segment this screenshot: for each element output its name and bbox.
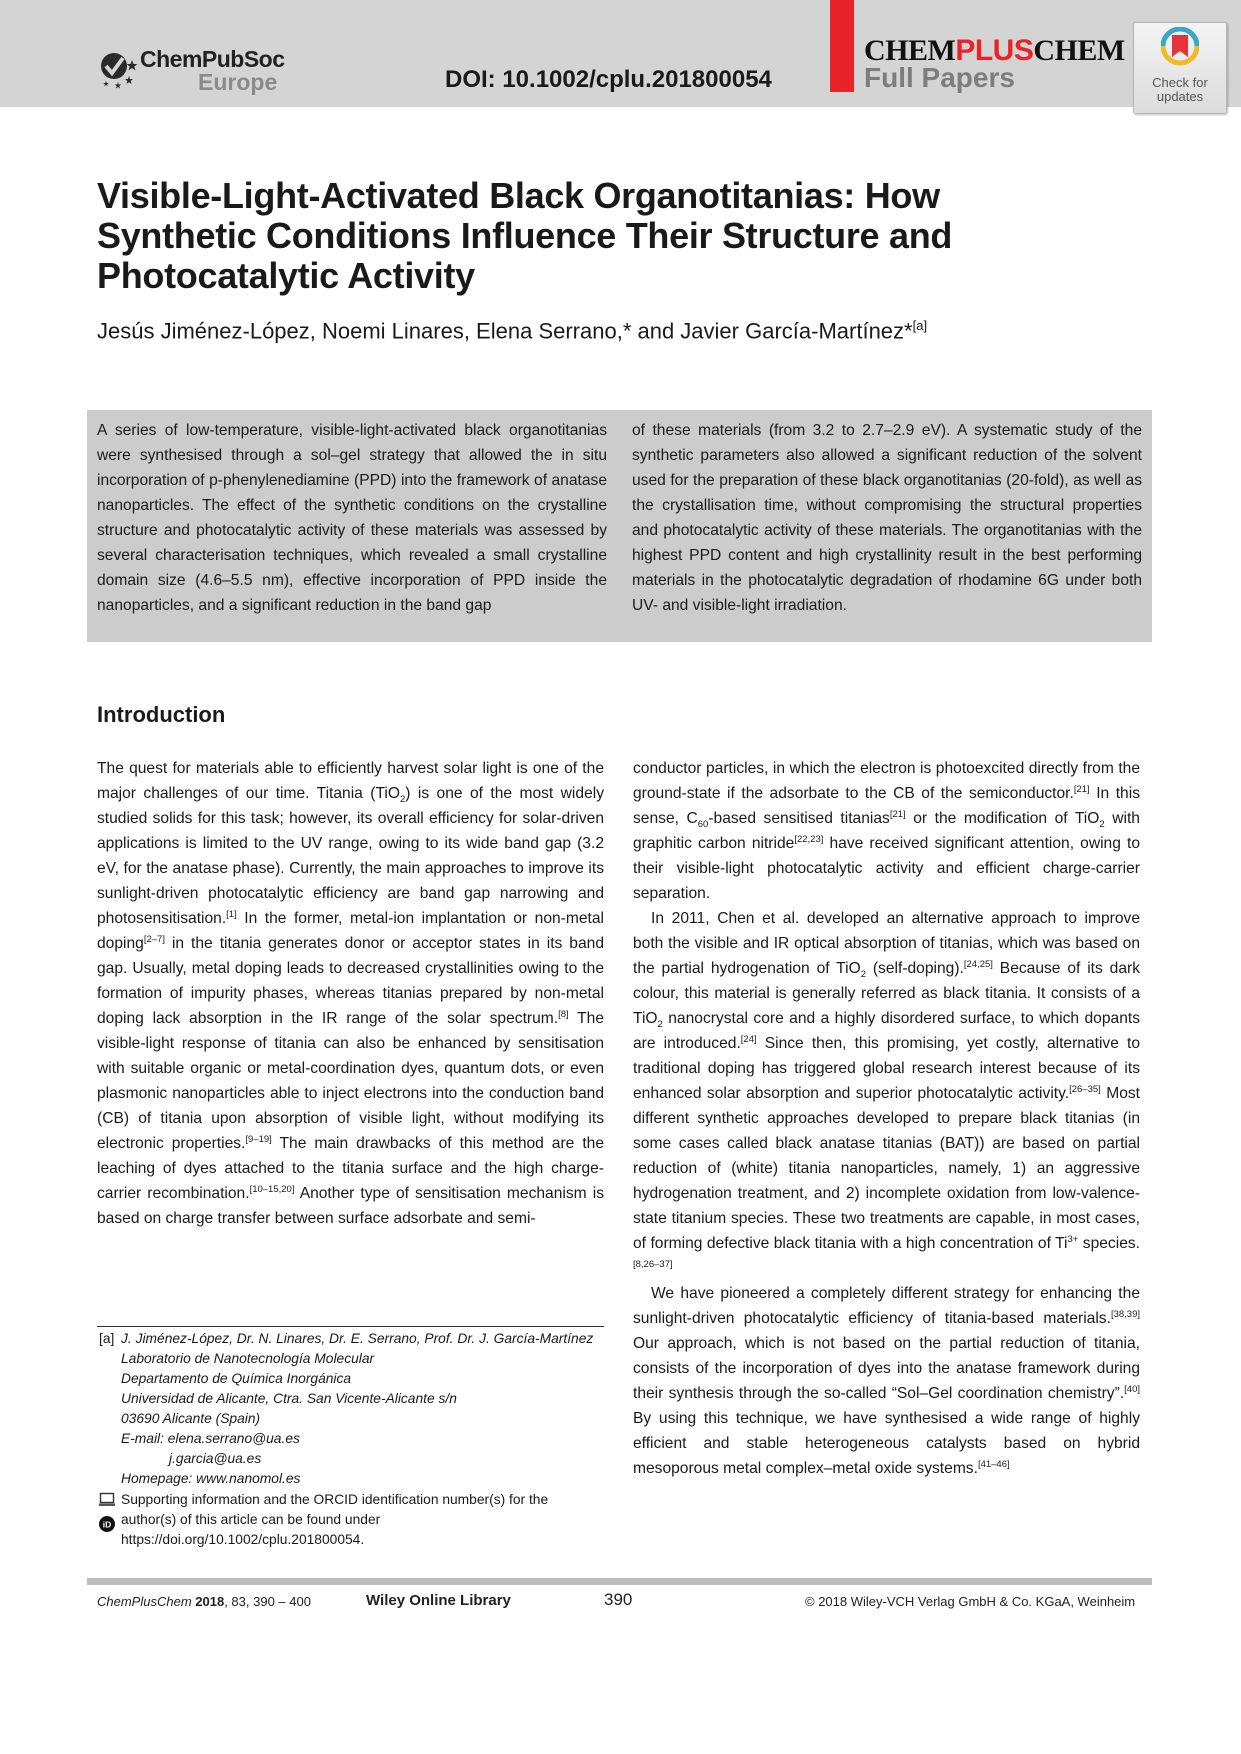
abstract-right-column: of these materials (from 3.2 to 2.7–2.9 eV). A systematic study of the synthetic parameters also allowed a significant reduction of the solvent used for the preparation of these black organotitanias (20-fold), as well as the crystallisation time, without compromising the structural properties and photocatalytic activity of these materials. The organotitanias with the highest PPD content and high crystallinity result in the best performing materials in the photocatalytic degradation of rhodamine 6G under both UV- and visible-light irradiation. <box>632 422 1142 614</box>
journal-part-plus: PLUS <box>955 34 1034 67</box>
journal-part-3: CHEM <box>1033 34 1125 67</box>
footnote-email-2[interactable]: j.garcia@ua.es <box>169 1451 262 1466</box>
doi-label: DOI: 10.1002/cplu.201800054 <box>445 66 772 93</box>
chempubsoc-logo <box>96 44 286 96</box>
logo-europe-text: Europe <box>198 69 278 95</box>
computer-icon <box>99 1492 115 1507</box>
footer-rule <box>87 1578 1152 1585</box>
crossmark-icon <box>1161 27 1199 73</box>
check-for-updates-label: Check for updates <box>1152 75 1208 104</box>
accent-bar <box>830 0 854 92</box>
affiliation-marker: [a] <box>912 318 928 333</box>
footnote-body <box>121 1329 601 1489</box>
author-list: Jesús Jiménez-López, Noemi Linares, Elena Serrano,* and Javier García-Martínez*[a] <box>97 318 928 344</box>
section-heading-introduction: Introduction <box>97 702 226 727</box>
copyright-notice: © 2018 Wiley-VCH Verlag GmbH & Co. KGaA, Weinheim <box>805 1594 1136 1609</box>
footnote-university: Universidad de Alicante, Ctra. San Vicente-Alicante s/n <box>121 1391 457 1406</box>
journal-part-1: CHEM <box>864 34 956 67</box>
wiley-online-library-link[interactable]: Wiley Online Library <box>366 1592 511 1609</box>
intro-paragraph-1-continued: conductor particles, in which the electron is photoexcited directly from the ground-state if the adsorbate to the CB of the semiconductor.[21] In this sense, $C_{60}$-based sensitised titanias[21] or the modification of TiO$_2$ with graphitic carbon nitride[22,23] have received significant attention, owing to their visible-light photocatalytic activity and efficient charge-carrier separation. <box>633 760 1141 902</box>
page-number: 390 <box>604 1590 633 1609</box>
page-header <box>0 0 1241 107</box>
abstract-left-column: A series of low-temperature, visible-light-activated black organotitanias were synthesised through a sol–gel strategy that allowed the in situ incorporation of p-phenylenediamine (PPD) into the framework of anatase nanoparticles. The effect of the synthetic conditions on the crystalline structure and photocatalytic activity of these materials was assessed by several characterisation techniques, which revealed a small crystalline domain size (4.6–5.5 nm), effective incorporation of PPD inside the nanoparticles, and a significant reduction in the band gap <box>97 422 607 614</box>
footer-citation: ChemPlusChem 2018, 83, 390 – 400 <box>97 1594 311 1609</box>
article-title: Visible-Light-Activated Black Organotitanias: How Synthetic Conditions Influence Their Structure and Photocatalytic Activity <box>97 175 953 296</box>
chempubsoc-star-icon <box>96 46 140 90</box>
footnote-authors: J. Jiménez-López, Dr. N. Linares, Dr. E. Serrano, Prof. Dr. J. García-Martínez <box>121 1331 594 1346</box>
abstract-box <box>87 410 1152 642</box>
article-type: Full Papers <box>864 62 1015 93</box>
orcid-icon <box>99 1516 115 1532</box>
supporting-info-text: Supporting information and the ORCID identification number(s) for the author(s) of this article can be found under https://doi.org/10.1002/cplu.201800054. <box>121 1492 549 1547</box>
intro-paragraph-2: In 2011, Chen et al. developed an alternative approach to improve both the visible and IR optical absorption of titanias, which was based on the partial hydrogenation of TiO$_2$ (self-doping).[24,25] Because of its dark colour, this material is generally referred as black titania. It consists of a TiO$_2$ nanocrystal core and a highly disordered surface, to which dopants are introduced.[24] Since then, this promising, yet costly, alternative to traditional doping has triggered global research interest because of its enhanced solar absorption and superior photocatalytic activity.[26–35] Most different synthetic approaches developed to prepare black titanias (in some cases called black anatase titanias (BAT)) are based on partial reduction of (white) titania nanoparticles, namely, 1) an aggressive hydrogenation treatment, and 2) incomplete oxidation from low-valence-state titanium species. These two treatments are capable, in most cases, of forming defective black titania with a high concentration of $Ti^{3+}$ species.[8,26–37] <box>633 910 1140 1270</box>
footnote-department: Departamento de Química Inorgánica <box>121 1371 352 1386</box>
intro-paragraph-1: The quest for materials able to efficiently harvest solar light is one of the major challenges of our time. Titania (TiO$_2$) is one of the most widely studied solids for this task; however, its overall efficiency for solar-driven applications is limited to the UV range, owing to its wide band gap (3.2 eV, for the anatase phase). Currently, the main approaches to improve its sunlight-driven photocatalytic efficiency are band gap narrowing and photosensitisation.[1] In the former, metal-ion implantation or non-metal doping[2–7] in the titania generates donor or acceptor states in its band gap. Usually, metal doping leads to decreased crystallinities owing to the formation of impurity phases, whereas titanias prepared by non-metal doping lack absorption in the IR range of the solar spectrum.[8] The visible-light response of titania can also be enhanced by sensitisation with suitable organic or metal-coordination dyes, quantum dots, or even plasmonic nanoparticles able to inject electrons into the conduction band (CB) of titania upon absorption of visible light, without modifying its electronic properties.[9–19] The main drawbacks of this method are the leaching of dyes attached to the titania surface and the high charge-carrier recombination.[10–15,20] Another type of sensitisation mechanism is based on charge transfer between surface adsorbate and semi- <box>97 760 605 1227</box>
footnote-homepage[interactable]: Homepage: www.nanomol.es <box>121 1471 301 1486</box>
svg-text:iD: iD <box>102 1519 112 1530</box>
intro-paragraph-3: We have pioneered a completely different strategy for enhancing the sunlight-driven photocatalytic efficiency of titania-based materials.[38,39] Our approach, which is not based on the partial reduction of titania, consists of the incorporation of dyes into the anatase framework during their synthesis through the so-called “Sol–Gel coordination chemistry”.[40] By using this technique, we have synthesised a wide range of highly efficient and stable heterogeneous catalysts based on hybrid mesoporous metal complex–metal oxide systems.[41–46] <box>633 1285 1140 1477</box>
logo-chempubsoc-text: ChemPubSoc <box>140 46 285 72</box>
footnote-lab: Laboratorio de Nanotecnología Molecular <box>121 1351 375 1366</box>
footnote-city: 03690 Alicante (Spain) <box>121 1411 261 1426</box>
body-right-column <box>633 756 1140 1481</box>
footnote-label: [a] <box>99 1331 115 1346</box>
footnote-divider <box>97 1326 604 1327</box>
check-for-updates-button[interactable] <box>1133 22 1227 114</box>
body-left-column <box>97 756 604 1231</box>
footnote-email-1[interactable]: E-mail: elena.serrano@ua.es <box>121 1431 300 1446</box>
